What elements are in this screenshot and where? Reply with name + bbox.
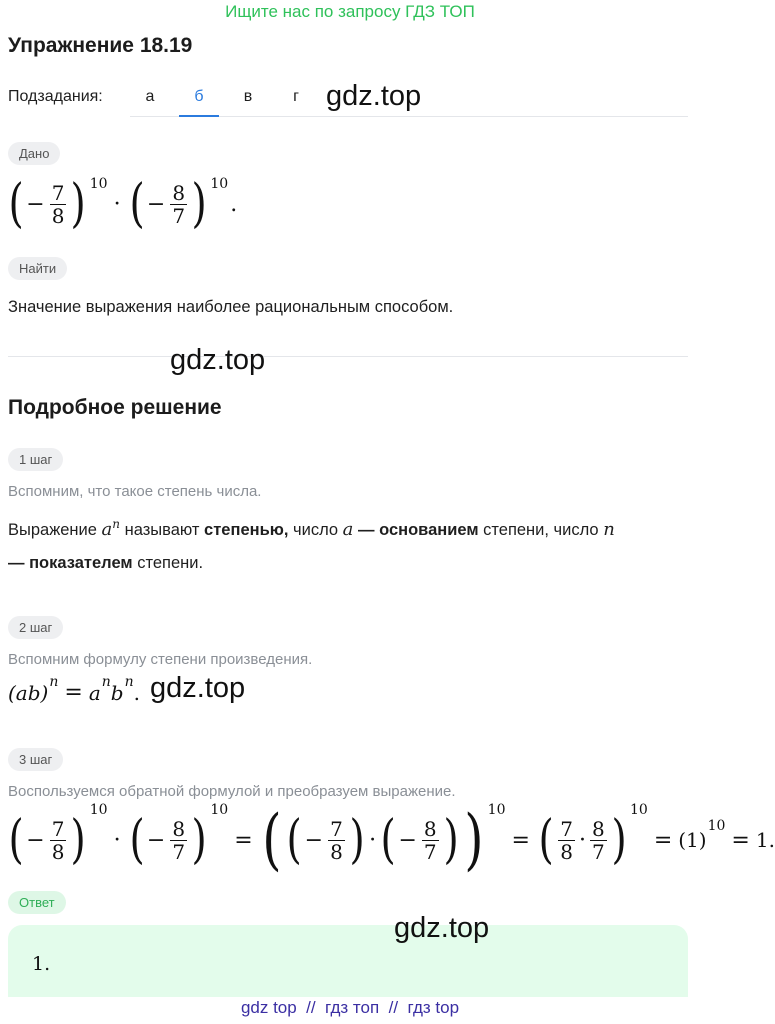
step1-definition-line2: — показателем степени. — [8, 554, 204, 572]
tab-v[interactable]: в — [243, 88, 253, 105]
given-chip: Дано — [8, 142, 60, 165]
footer-links[interactable]: gdz top // гдз топ // гдз top — [240, 998, 460, 1017]
watermark-4: gdz.top — [394, 912, 490, 944]
step1-chip: 1 шаг — [8, 448, 63, 471]
product-power-formula: (ab) n = a n b n . — [8, 674, 140, 705]
step2-chip: 2 шаг — [8, 616, 63, 639]
answer-box — [8, 925, 688, 997]
subtask-label: Подзадания: — [8, 88, 103, 105]
tab-a[interactable]: а — [145, 88, 155, 105]
watermark-2: gdz.top — [170, 344, 266, 376]
transformation-expression: ( − $\frac{7}{8}$ ) 10 · ( − $\frac{8}{7}$ ) 10 = ( ( − $\frac{7}{8}$ ) · ( − $\frac{8}{7}$ ) ) 10 = ( $\frac{7}{8}$ · $\frac{8}{7}$ ) 10 = (1) 10 = 1. — [8, 801, 775, 878]
step1-definition-line1: Выражение $a^n$ называют степенью, число a — основанием степени, число n — [8, 517, 615, 540]
given-expression: ( − $\frac{7}{8}$ ) 10 · ( − $\frac{8}{7}$ ) 10 . — [6, 172, 243, 236]
tab-b[interactable]: б — [179, 86, 219, 117]
find-text: Значение выражения наиболее рациональным способом. — [8, 298, 454, 316]
page-title: Упражнение 18.19 — [8, 34, 193, 57]
fraction-8-7: $\frac{8}{7}$ — [172, 180, 186, 228]
watermark-1: gdz.top — [326, 80, 422, 112]
watermark-3: gdz.top — [150, 672, 246, 704]
power-term-1: ( − $\frac{7}{8}$ ) 10 — [8, 174, 108, 234]
section-divider — [8, 356, 688, 357]
tab-g[interactable]: г — [293, 88, 299, 105]
step1-hint: Вспомним, что такое степень числа. — [8, 483, 262, 500]
answer-chip: Ответ — [8, 891, 66, 914]
promo-banner[interactable]: Ищите нас по запросу ГДЗ ТОП — [225, 2, 475, 21]
power-term-2: ( − $\frac{8}{7}$ ) 10 — [129, 174, 229, 234]
step3-hint: Воспользуемся обратной формулой и преобразуем выражение. — [8, 783, 456, 800]
answer-value: 1. — [32, 953, 51, 975]
step2-hint: Вспомним формулу степени произведения. — [8, 651, 313, 668]
step3-chip: 3 шаг — [8, 748, 63, 771]
fraction-7-8: $\frac{7}{8}$ — [51, 180, 65, 228]
solution-title: Подробное решение — [8, 396, 222, 419]
find-chip: Найти — [8, 257, 67, 280]
